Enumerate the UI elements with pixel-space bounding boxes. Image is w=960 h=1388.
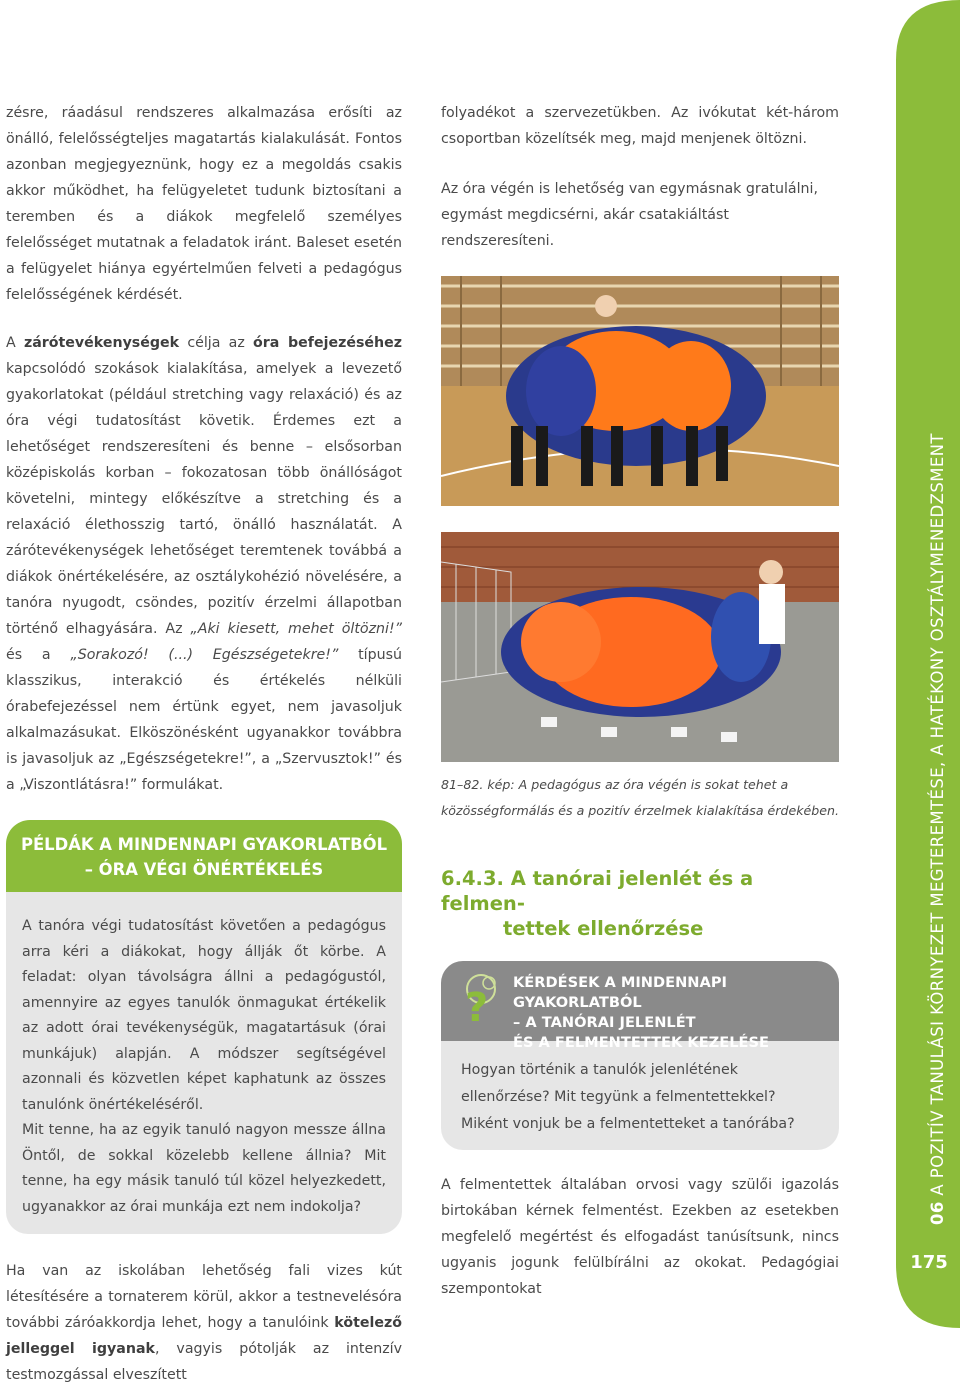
example-question: Mit tenne, ha az egyik tanuló nagyon messze állna Öntől, de sokkal közelebb kellene állnia? Mit tenne, ha egy másik tanuló túl közel helyezkedett, ugyanakkor az órai munkája ezt nem indokolja? (22, 1122, 386, 1215)
paragraph-fluid: folyadékot a szervezetükben. Az ivókutat két-három csoportban közelítsék meg, majd menjenek öltözni. (441, 105, 839, 147)
right-column (441, 100, 839, 1302)
page-number: 175 (910, 1252, 948, 1273)
paragraph-closing-activities: A zárótevékenységek célja az óra befejezéséhez kapcsolódó szokások kialakítása, amelyek a levezető gyakorlatokat (például stretching vagy relaxáció) és az óra végi tudatosítást követik. Érdemes ezt a lehetőséget rendszeresíteni és benne – elsősorban középiskolás korban – fokozatosan több önállóságot követelni, mintegy előkészítve a stretching és a relaxáció élethosszig tartó, önálló használatát. A zárótevékenységek lehetőséget teremtenek továbbá a diákok önértékelésére, az osztálykohézió növelésére, a tanóra nyugodt, csöndes, pozitív érzelmi állapotban történő elhagyására. Az „Aki kiesett, mehet öltözni!” és a „Sorakozó! (...) Egészségetekre!” típusú klasszikus, interakció és értékelés nélküli órabefejezéssel nem értünk egyet, nem javasoljuk alkalmazásukat. Elköszönésként ugyanakkor továbbra is javasoljuk az „Egészségetekre!”, a „Szervusztok!” és a „Viszontlátásra!” formulákat. (6, 335, 403, 793)
left-column (6, 100, 402, 1388)
chapter-title-vertical: 06 A POZITÍV TANULÁSI KÖRNYEZET MEGTEREMTÉSE, A HATÉKONY OSZTÁLYMENEDZSMENT (928, 433, 947, 1225)
example-text: A tanóra végi tudatosítást követően a pedagógus arra kéri a diákokat, hogy állják őt körbe. A feladat: olyan távolságra állni a pedagógustól, amennyire az egyes tanulók önmagukat értékelik az adott órai tevékenységük, magatartásuk (órai munkájuk) alapján. A módszer segítségével azonnali és közvetlen képet kaphatunk az összes tanulónk önértékeléséről. (22, 918, 386, 1113)
example-box-body (6, 892, 402, 1234)
question-box-title: ? KÉRDÉSEK A MINDENNAPI GYAKORLATBÓL – A TANÓRAI JELENLÉT ÉS A FELMENTETTEK KEZELÉSE (441, 961, 839, 1041)
photo-outdoor-huddle (441, 532, 839, 762)
example-box-title: PÉLDÁK A MINDENNAPI GYAKORLATBÓL – ÓRA VÉGI ÖNÉRTÉKELÉS (6, 820, 402, 892)
photo-gym-huddle (441, 276, 839, 506)
section-heading: 6.4.3. A tanórai jelenlét és a felmen- tettek ellenőrzése (441, 867, 754, 940)
photo-caption: 81–82. kép: A pedagógus az óra végén is sokat tehet a közösségformálás és a pozitív érzelmek kialakítása érdekében. (441, 777, 839, 818)
paragraph-congratulate: Az óra végén is lehetőség van egymásnak gratulálni, egymást megdicsérni, akár csatakiáltást rendszeresíteni. (441, 181, 819, 249)
question-text: Hogyan történik a tanulók jelenlétének ellenőrzése? Mit tegyünk a felmentettekkel? Miként vonjuk be a felmentetteket a tanórába? (461, 1062, 795, 1132)
paragraph-intro: zésre, ráadásul rendszeres alkalmazása erősíti az önálló, felelősségteljes magatartás kialakulását. Fontos azonban megjegyeznünk, hogy ez a megoldás csakis akkor működhet, ha felügyeletet tudunk biztosítani a teremben és a diákok megfelelő személyes felelősséget mutatnak a feladatok iránt. Baleset esetén a felügyelet hiánya egyértelműen felveti a pedagógus felelősségének kérdését. (6, 105, 402, 303)
svg-text:?: ? (465, 985, 489, 1029)
question-mark-icon (451, 969, 505, 1029)
paragraph-exemptions: A felmentettek általában orvosi vagy szülői igazolás birtokában kérnek felmentést. Ezekben az esetekben megfelelő megértést és elfogadást tanúsítsunk, nincs ugyanis jogunk felülbírálni az okokat. Pedagógiai szempontokat (441, 1177, 839, 1297)
paragraph-water-fountain: Ha van az iskolában lehetőség fali vizes kút létesítésére a tornaterem körül, akkor a testnevelésóra további záróakkordja lehet, hogy a tanulóink kötelező jelleggel igyanak, vagyis pótolják az intenzív testmozgással elveszített (6, 1263, 402, 1383)
question-box-body (441, 1041, 839, 1150)
